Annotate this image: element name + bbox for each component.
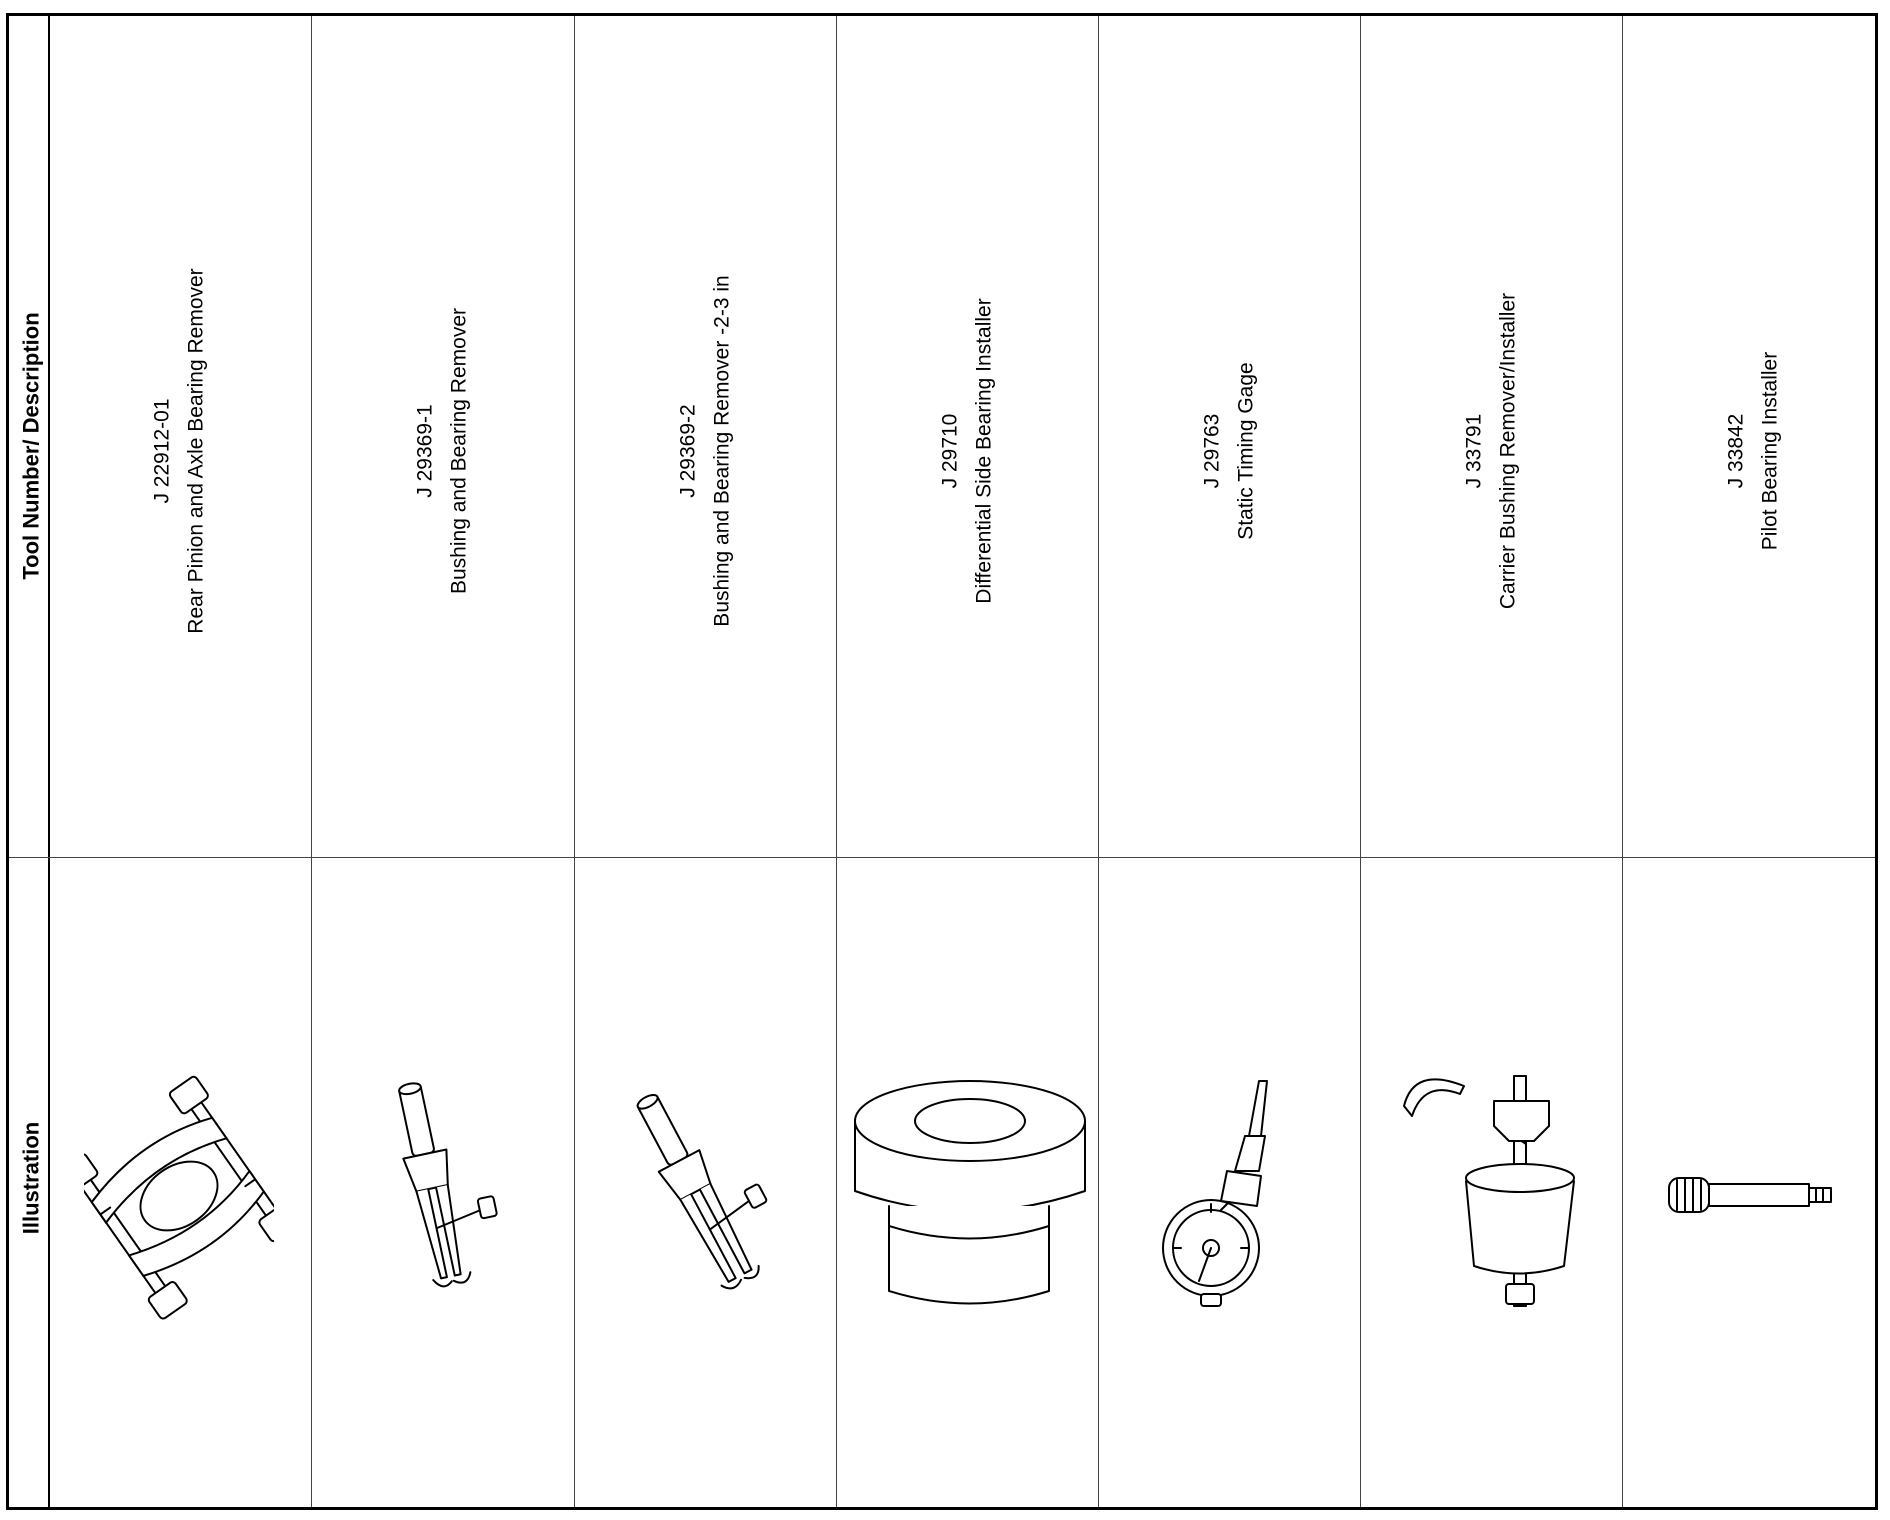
tool-number: J 29369-2	[676, 404, 700, 498]
tool-number: J 22912-01	[150, 398, 174, 504]
bushing-puller-icon	[364, 1076, 524, 1316]
tool-number-header: Tool Number/ Description	[18, 312, 44, 580]
tool-description: Carrier Bushing Remover/Installer	[1496, 292, 1519, 610]
header-column-divider	[48, 16, 50, 1507]
tool-description: Rear Pinion and Axle Bearing Remover	[184, 268, 207, 634]
bushing-puller-large-icon	[624, 1076, 794, 1316]
tool-number: J 33791	[1462, 413, 1486, 489]
row-divider	[9, 857, 1875, 858]
tool-description: Bushing and Bearing Remover -2-3 in	[710, 275, 733, 627]
tool-number: J 33842	[1724, 413, 1748, 489]
tool-description: Differential Side Bearing Installer	[972, 298, 995, 604]
dial-gauge-icon	[1149, 1076, 1309, 1326]
tool-cell-j29710	[933, 298, 1000, 603]
tool-number: J 29710	[938, 413, 962, 489]
column-divider	[1622, 16, 1623, 1507]
column-divider	[1098, 16, 1099, 1507]
bearing-installer-icon	[847, 1076, 1092, 1321]
tool-description: Bushing and Bearing Remover	[447, 307, 470, 595]
carrier-bushing-tool-icon	[1394, 1066, 1594, 1326]
tool-description: Static Timing Gage	[1234, 362, 1257, 540]
tool-cell-j33842	[1719, 352, 1786, 550]
tool-number: J 29763	[1200, 413, 1224, 489]
column-divider	[574, 16, 575, 1507]
column-divider	[836, 16, 837, 1507]
tool-cell-j29763	[1195, 362, 1262, 539]
tool-cell-j29369-1	[408, 308, 475, 594]
column-divider	[1360, 16, 1361, 1507]
tool-cell-j29369-2	[671, 275, 738, 626]
tool-cell-j22912	[145, 268, 212, 633]
illustration-header: Illustration	[18, 1121, 44, 1235]
tool-cell-j33791	[1457, 293, 1524, 609]
tool-description: Pilot Bearing Installer	[1758, 351, 1781, 551]
tool-number: J 29369-1	[413, 404, 437, 498]
column-divider	[311, 16, 312, 1507]
pilot-bearing-installer-icon	[1659, 1166, 1839, 1226]
bearing-separator-icon	[84, 1066, 274, 1326]
special-tools-table	[6, 13, 1878, 1510]
